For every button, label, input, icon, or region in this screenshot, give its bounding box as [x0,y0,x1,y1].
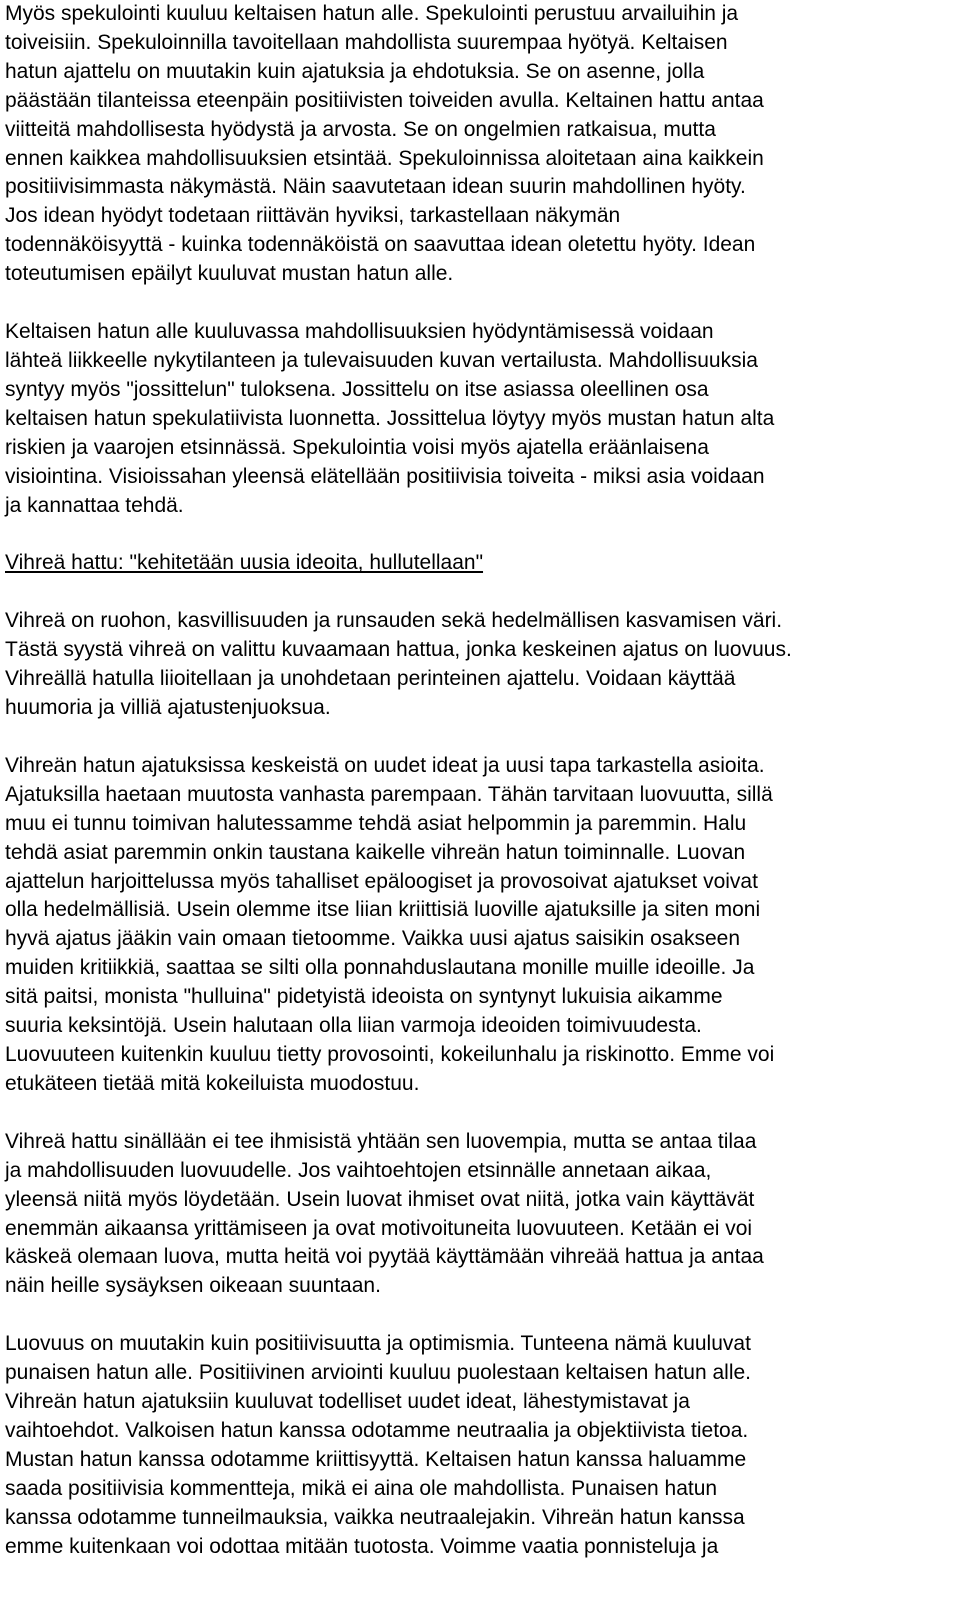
document-page [5,0,955,1562]
section-heading-green-hat: Vihreä hattu: "kehitetään uusia ideoita, hullutellaan" [5,551,484,575]
paragraph-green-ideas: Vihreän hatun ajatuksissa keskeistä on uudet ideat ja uusi tapa tarkastella asioita. Ajatuksilla haetaan muutosta vanhasta parempaan. Tähän tarvitaan luovuutta, sillä muu ei tunnu toimivan halutessamme tehdä asiat helpommin ja paremmin. Halu tehdä asiat paremmin onkin taustana kaikelle vihreän hatun toiminnalle. Luovan ajattelun harjoittelussa myös tahalliset epäloogiset ja provosoivat ajatukset voivat olla hedelmällisiä. Usein olemme itse liian kriittisiä luoville ajatuksille ja siten moni hyvä ajatus jääkin vain omaan tietoomme. Vaikka uusi ajatus saisikin osakseen muiden kritiikkiä, saattaa se silti olla ponnahduslautana monille muille ideoille. Ja sitä paitsi, monista "hulluina" pidetyistä ideoista on syntynyt lukuisia aikamme suuria keksintöjä. Usein halutaan olla liian varmoja ideoiden toimivuudesta. Luovuuteen kuitenkin kuuluu tietty provosointi, kokeilunhalu ja riskinotto. Emme voi etukäteen tietää mitä kokeiluista muodostuu. [5,753,775,1095]
paragraph-opportunities: Keltaisen hatun alle kuuluvassa mahdollisuuksien hyödyntämisessä voidaan lähteä liikkeelle nykytilanteen ja tulevaisuuden kuvan vertailusta. Mahdollisuuksia syntyy myös "jossittelun" tuloksena. Jossittelu on itse asiassa oleellinen osa keltaisen hatun spekulatiivista luonnetta. Jossittelua löytyy myös mustan hatun alta riskien ja vaarojen etsinnässä. Spekulointia voisi myös ajatella eräänlaisena visiointina. Visioissahan yleensä elätellään positiivisia toiveita - miksi asia voidaan ja kannattaa tehdä. [5,320,775,517]
paragraph-speculation: Myös spekulointi kuuluu keltaisen hatun alle. Spekulointi perustuu arvailuihin ja toiveisiin. Spekuloinnilla tavoitellaan mahdollista suurempaa hyötyä. Keltaisen hatun ajattelu on muutakin kuin ajatuksia ja ehdotuksia. Se on asenne, jolla päästään tilanteissa eteenpäin positiivisten toiveiden avulla. Keltainen hattu antaa viitteitä mahdollisesta hyödystä ja arvosta. Se on ongelmien ratkaisua, mutta ennen kaikkea mahdollisuuksien etsintää. Spekuloinnissa aloitetaan aina kaikkein positiivisimmasta näkymästä. Näin saavutetaan idean suurin mahdollinen hyöty. Jos idean hyödyt todetaan riittävän hyviksi, tarkastellaan näkymän todennäköisyyttä - kuinka todennäköistä on saavuttaa idean oletettu hyöty. Idean toteutumisen epäilyt kuuluvat mustan hatun alle. [5,2,764,286]
paragraph-creativity-optimism: Luovuus on muutakin kuin positiivisuutta ja optimismia. Tunteena nämä kuuluvat punaisen hatun alle. Positiivinen arviointi kuuluu puolestaan keltaisen hatun alle. Vihreän hatun ajatuksiin kuuluvat todelliset uudet ideat, lähestymistavat ja vaihtoehdot. Valkoisen hatun kanssa odotamme neutraalia ja objektiivista tietoa. Mustan hatun kanssa odotamme kriittisyyttä. Keltaisen hatun kanssa haluamme saada positiivisia kommentteja, mikä ei aina ole mahdollista. Punaisen hatun kanssa odotamme tunneilmauksia, vaikka neutraalejakin. Vihreän hatun kanssa emme kuitenkaan voi odottaa mitään tuotosta. Voimme vaatia ponnisteluja ja [5,1332,752,1558]
paragraph-green-creativity: Vihreä hattu sinällään ei tee ihmisistä yhtään sen luovempia, mutta se antaa tilaa ja mahdollisuuden luovuudelle. Jos vaihtoehtojen etsinnälle annetaan aikaa, yleensä niitä myös löydetään. Usein luovat ihmiset ovat niitä, jotka vain käyttävät enemmän aikaansa yrittämiseen ja ovat motivoituneita luovuuteen. Ketään ei voi käskeä olemaan luova, mutta heitä voi pyytää käyttämään vihreää hattua ja antaa näin heille sysäyksen oikeaan suuntaan. [5,1129,764,1298]
paragraph-green-color: Vihreä on ruohon, kasvillisuuden ja runsauden sekä hedelmällisen kasvamisen väri. Tästä syystä vihreä on valittu kuvaamaan hattua, jonka keskeinen ajatus on luovuus. Vihreällä hatulla liioitellaan ja unohdetaan perinteinen ajattelu. Voidaan käyttää huumoria ja villiä ajatustenjuoksua. [5,609,792,720]
